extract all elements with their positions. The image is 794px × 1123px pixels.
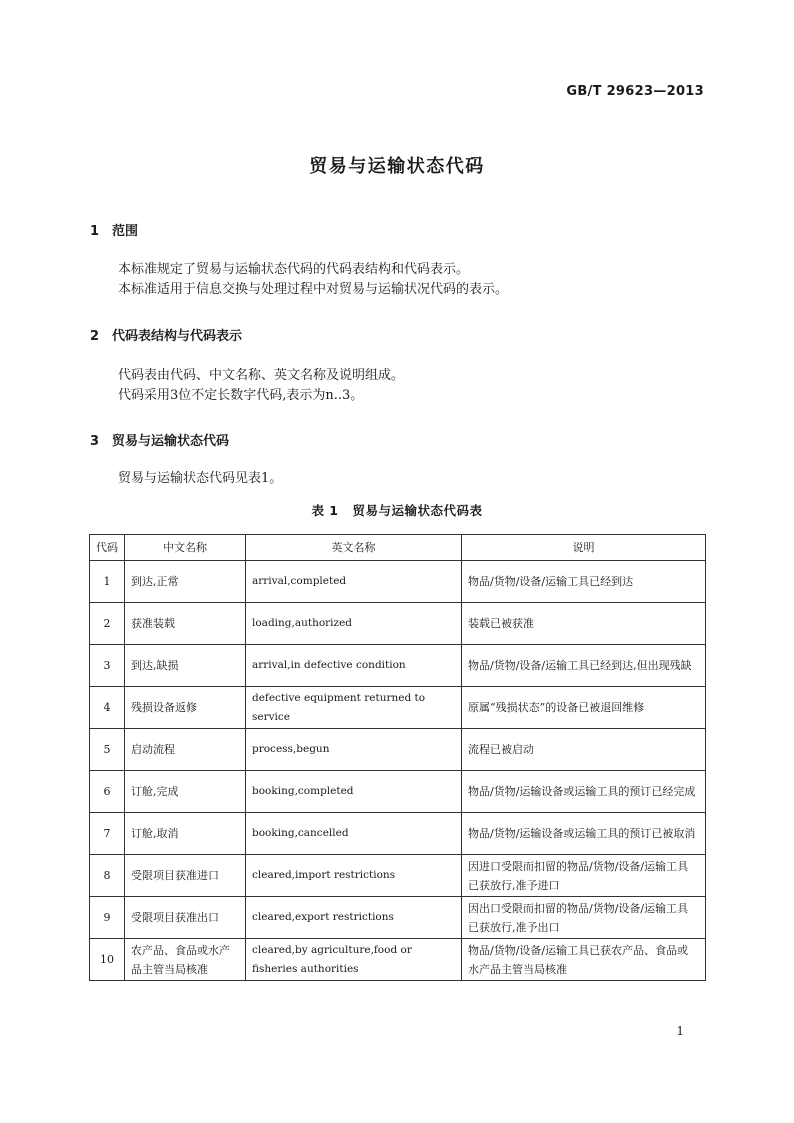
table-body [90, 561, 706, 981]
cell-cn: 到达,缺损 [125, 645, 246, 687]
section-2-heading [90, 325, 242, 344]
cell-cn: 启动流程 [125, 729, 246, 771]
header-chinese-name: 中文名称 [125, 535, 246, 561]
cell-code: 10 [90, 939, 125, 981]
cell-code: 5 [90, 729, 125, 771]
paragraph: 贸易与运输状态代码见表1。 [118, 471, 283, 486]
cell-en: loading,authorized [246, 603, 462, 645]
cell-cn: 受限项目获准进口 [125, 855, 246, 897]
cell-desc: 物品/货物/设备/运输工具已经到达 [462, 561, 706, 603]
cell-en: process,begun [246, 729, 462, 771]
table-row [90, 603, 706, 645]
cell-desc: 原属“残损状态”的设备已被退回维修 [462, 687, 706, 729]
paragraph: 本标准规定了贸易与运输状态代码的代码表结构和代码表示。 [118, 262, 470, 277]
cell-cn: 获准装载 [125, 603, 246, 645]
table-caption-number: 表 1 [311, 503, 339, 518]
cell-desc: 装载已被获准 [462, 603, 706, 645]
cell-code: 3 [90, 645, 125, 687]
cell-cn: 到达,正常 [125, 561, 246, 603]
cell-en: booking,cancelled [246, 813, 462, 855]
paragraph: 代码采用3位不定长数字代码,表示为n..3。 [118, 388, 364, 403]
cell-desc: 物品/货物/运输设备或运输工具的预订已被取消 [462, 813, 706, 855]
cell-en: cleared,import restrictions [246, 855, 462, 897]
table-row [90, 855, 706, 897]
section-number: 1 [90, 224, 100, 239]
table-row [90, 687, 706, 729]
cell-code: 1 [90, 561, 125, 603]
cell-cn: 订舱,取消 [125, 813, 246, 855]
section-number: 3 [90, 434, 100, 449]
cell-cn: 残损设备返修 [125, 687, 246, 729]
cell-desc: 物品/货物/设备/运输工具已获农产品、食品或水产品主管当局核准 [462, 939, 706, 981]
cell-en: arrival,in defective condition [246, 645, 462, 687]
cell-cn: 农产品、食品或水产品主管当局核准 [125, 939, 246, 981]
paragraph: 本标准适用于信息交换与处理过程中对贸易与运输状况代码的表示。 [118, 282, 509, 297]
cell-code: 8 [90, 855, 125, 897]
section-title: 范围 [112, 224, 139, 239]
cell-desc: 物品/货物/运输设备或运输工具的预订已经完成 [462, 771, 706, 813]
cell-en: cleared,export restrictions [246, 897, 462, 939]
cell-desc: 因出口受限而扣留的物品/货物/设备/运输工具已获放行,准予出口 [462, 897, 706, 939]
section-title: 贸易与运输状态代码 [112, 434, 230, 449]
status-code-table [89, 534, 706, 981]
cell-desc: 物品/货物/设备/运输工具已经到达,但出现残缺 [462, 645, 706, 687]
section-3-heading [90, 430, 229, 449]
table-header-row [90, 535, 706, 561]
table-row [90, 561, 706, 603]
section-3-body [118, 469, 282, 489]
table-caption [0, 501, 794, 519]
paragraph: 代码表由代码、中文名称、英文名称及说明组成。 [118, 368, 405, 383]
cell-code: 4 [90, 687, 125, 729]
header-english-name: 英文名称 [246, 535, 462, 561]
section-1-body [118, 260, 508, 300]
cell-cn: 受限项目获准出口 [125, 897, 246, 939]
cell-code: 9 [90, 897, 125, 939]
cell-code: 7 [90, 813, 125, 855]
header-description: 说明 [462, 535, 706, 561]
section-2-body [118, 366, 404, 406]
table-row [90, 939, 706, 981]
section-number: 2 [90, 329, 100, 344]
table-row [90, 897, 706, 939]
cell-en: arrival,completed [246, 561, 462, 603]
cell-desc: 流程已被启动 [462, 729, 706, 771]
table-row [90, 813, 706, 855]
table-row [90, 645, 706, 687]
cell-cn: 订舱,完成 [125, 771, 246, 813]
cell-en: booking,completed [246, 771, 462, 813]
table-row [90, 729, 706, 771]
table-row [90, 771, 706, 813]
header-code: 代码 [90, 535, 125, 561]
page-number: 1 [676, 1024, 684, 1038]
section-title: 代码表结构与代码表示 [112, 329, 243, 344]
cell-code: 2 [90, 603, 125, 645]
cell-en: cleared,by agriculture,food or fisheries authorities [246, 939, 462, 981]
cell-code: 6 [90, 771, 125, 813]
cell-desc: 因进口受限而扣留的物品/货物/设备/运输工具已获放行,准予进口 [462, 855, 706, 897]
document-title: 贸易与运输状态代码 [309, 156, 485, 177]
cell-en: defective equipment returned to service [246, 687, 462, 729]
section-1-heading [90, 220, 138, 239]
table-caption-title: 贸易与运输状态代码表 [352, 503, 483, 518]
standard-code: GB/T 29623—2013 [566, 84, 704, 99]
